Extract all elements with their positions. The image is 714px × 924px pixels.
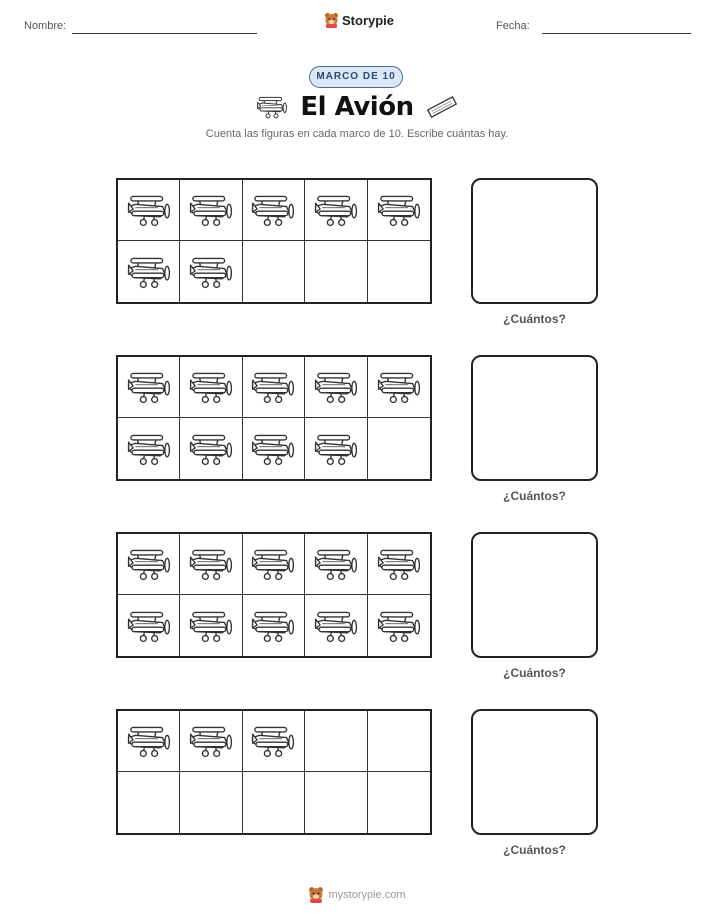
frame-cell	[118, 772, 180, 833]
airplane-icon	[250, 370, 296, 404]
footer	[0, 886, 714, 903]
frame-cell	[180, 711, 242, 772]
airplane-icon	[376, 547, 422, 581]
airplane-icon	[250, 547, 296, 581]
answer-box-4[interactable]	[471, 709, 598, 835]
brand-logo	[324, 12, 394, 28]
date-label: Fecha:	[496, 20, 530, 32]
airplane-icon	[126, 724, 172, 758]
frame-cell	[180, 595, 242, 656]
frame-cell	[368, 241, 430, 302]
title-row	[0, 92, 714, 122]
airplane-icon	[250, 609, 296, 643]
frame-cell	[118, 595, 180, 656]
ten-frame-1	[116, 178, 432, 304]
bear-logo-icon	[324, 12, 339, 28]
airplane-icon	[126, 609, 172, 643]
frame-cell	[243, 357, 305, 418]
frame-cell	[305, 595, 367, 656]
airplane-icon	[188, 609, 234, 643]
airplane-icon	[126, 432, 172, 466]
frame-cell	[180, 180, 242, 241]
airplane-icon	[126, 193, 172, 227]
wood-plank-icon	[426, 95, 458, 119]
frame-cell	[305, 418, 367, 479]
frame-cell	[118, 241, 180, 302]
bear-logo-icon	[308, 886, 324, 903]
airplane-icon	[376, 609, 422, 643]
frame-cell	[305, 772, 367, 833]
frame-cell	[305, 711, 367, 772]
frame-cell	[118, 357, 180, 418]
airplane-icon	[188, 193, 234, 227]
answer-label-2: ¿Cuántos?	[503, 489, 566, 503]
airplane-icon	[250, 432, 296, 466]
frame-cell	[243, 711, 305, 772]
frame-cell	[243, 180, 305, 241]
frame-cell	[368, 357, 430, 418]
airplane-icon	[188, 724, 234, 758]
answer-label-1: ¿Cuántos?	[503, 312, 566, 326]
answer-box-3[interactable]	[471, 532, 598, 658]
frame-cell	[180, 357, 242, 418]
airplane-icon	[313, 547, 359, 581]
date-field-line[interactable]	[542, 33, 691, 34]
airplane-icon	[188, 255, 234, 289]
ten-frame-3	[116, 532, 432, 658]
airplane-icon	[376, 370, 422, 404]
frame-cell	[118, 180, 180, 241]
frame-cell	[368, 534, 430, 595]
airplane-icon	[313, 609, 359, 643]
frame-cell	[243, 418, 305, 479]
answer-box-2[interactable]	[471, 355, 598, 481]
airplane-icon	[313, 432, 359, 466]
frame-cell	[243, 534, 305, 595]
frame-cell	[305, 241, 367, 302]
frame-cell	[118, 418, 180, 479]
airplane-icon	[313, 193, 359, 227]
airplane-icon	[126, 255, 172, 289]
worksheet-type-badge: MARCO DE 10	[309, 66, 403, 88]
frame-cell	[180, 418, 242, 479]
airplane-icon	[250, 724, 296, 758]
frame-cell	[243, 241, 305, 302]
airplane-icon	[313, 370, 359, 404]
frame-cell	[368, 772, 430, 833]
airplane-icon	[126, 547, 172, 581]
ten-frame-4	[116, 709, 432, 835]
frame-cell	[368, 180, 430, 241]
frame-cell	[305, 180, 367, 241]
frame-cell	[368, 418, 430, 479]
airplane-icon	[188, 547, 234, 581]
airplane-icon	[376, 193, 422, 227]
frame-cell	[180, 534, 242, 595]
airplane-icon	[188, 432, 234, 466]
answer-label-3: ¿Cuántos?	[503, 666, 566, 680]
airplane-icon	[256, 95, 288, 119]
frame-cell	[118, 711, 180, 772]
frame-cell	[305, 534, 367, 595]
frame-cell	[118, 534, 180, 595]
frame-cell	[305, 357, 367, 418]
answer-box-1[interactable]	[471, 178, 598, 304]
frame-cell	[180, 241, 242, 302]
airplane-icon	[250, 193, 296, 227]
name-field-line[interactable]	[72, 33, 257, 34]
name-label: Nombre:	[24, 20, 67, 32]
answer-label-4: ¿Cuántos?	[503, 843, 566, 857]
airplane-icon	[188, 370, 234, 404]
instructions: Cuenta las figuras en cada marco de 10. Escribe cuántas hay.	[205, 128, 509, 140]
frame-cell	[243, 595, 305, 656]
brand-name: Storypie	[342, 12, 395, 28]
airplane-icon	[126, 370, 172, 404]
footer-url: mystorypie.com	[328, 888, 406, 901]
frame-cell	[180, 772, 242, 833]
frame-cell	[368, 711, 430, 772]
page-title: El Avión	[300, 92, 414, 122]
frame-cell	[243, 772, 305, 833]
frame-cell	[368, 595, 430, 656]
ten-frame-2	[116, 355, 432, 481]
